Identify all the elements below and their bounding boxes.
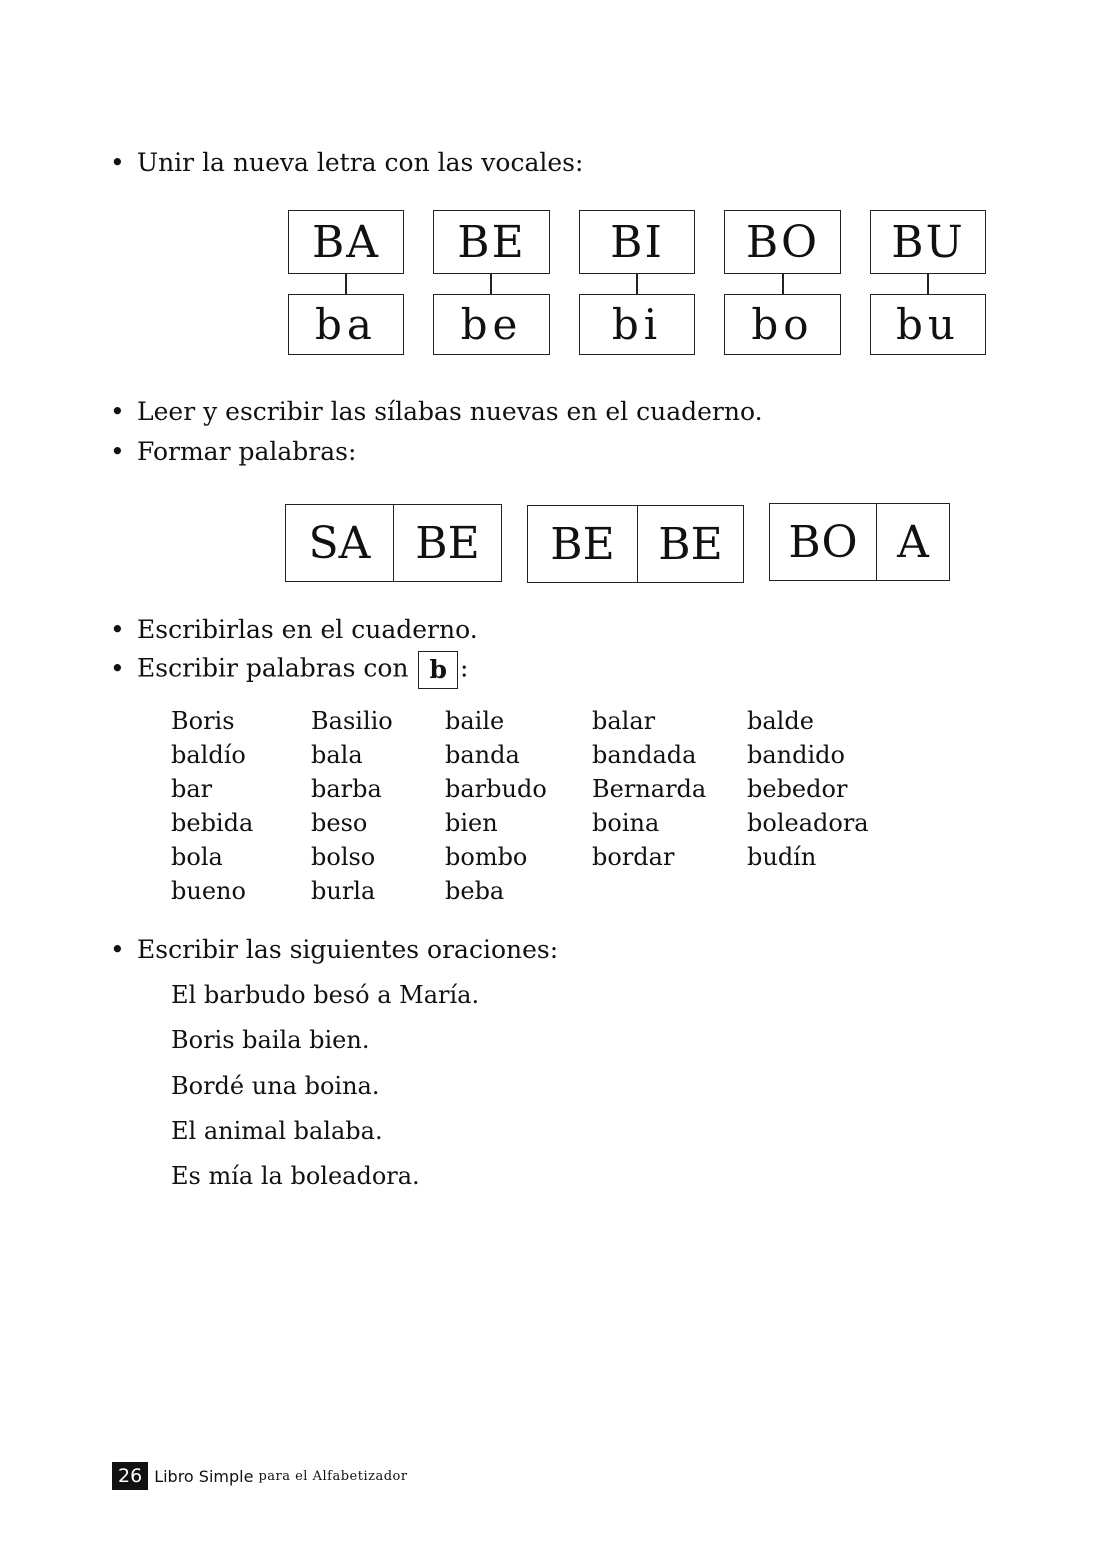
- word: Basilio: [311, 707, 393, 735]
- word: bala: [311, 741, 363, 769]
- book-title: Libro Simple: [154, 1466, 254, 1486]
- word: Boris: [171, 707, 235, 735]
- connector-line: [782, 274, 784, 294]
- instruction-oraciones: [110, 935, 558, 965]
- word: burla: [311, 877, 376, 905]
- connector-line: [490, 274, 492, 294]
- connector-line: [636, 274, 638, 294]
- instruction-formar: [110, 437, 356, 467]
- instruction-leer: [110, 397, 763, 427]
- word-pair-cell: BE: [393, 505, 501, 581]
- syllable-upper-box: BI: [579, 210, 695, 274]
- word-pair-cell: BO: [788, 516, 858, 568]
- word: budín: [747, 843, 817, 871]
- word: beba: [445, 877, 505, 905]
- word: bola: [171, 843, 223, 871]
- word-pair-box: [769, 503, 950, 581]
- word: barbudo: [445, 775, 547, 803]
- syllable-lower-box: bi: [579, 294, 695, 355]
- word: bar: [171, 775, 213, 803]
- word: bordar: [592, 843, 675, 871]
- instruction-escribir-palabras: [110, 651, 468, 689]
- bullet-icon: •: [110, 397, 125, 426]
- word-pair-cell: SA: [308, 517, 371, 569]
- word: boina: [592, 809, 660, 837]
- syllable-upper-box: BO: [724, 210, 841, 274]
- connector-line: [927, 274, 929, 294]
- instruction-text: Leer y escribir las sílabas nuevas en el cuaderno.: [137, 397, 763, 426]
- syllable-lower-box: bu: [870, 294, 986, 355]
- word: bien: [445, 809, 498, 837]
- word: bandada: [592, 741, 697, 769]
- connector-line: [345, 274, 347, 294]
- word-pair-cell: A: [876, 504, 949, 580]
- bullet-icon: •: [110, 148, 125, 177]
- word: bebedor: [747, 775, 848, 803]
- instruction-text: Escribir las siguientes oraciones:: [137, 935, 559, 964]
- page-footer: [112, 1462, 408, 1490]
- word: Bernarda: [592, 775, 707, 803]
- syllable-upper-box: BE: [433, 210, 550, 274]
- sentence: Es mía la boleadora.: [171, 1162, 420, 1190]
- instruction-text: Escribirlas en el cuaderno.: [137, 615, 478, 644]
- word: bueno: [171, 877, 246, 905]
- syllable-lower-box: ba: [288, 294, 404, 355]
- syllable-lower-box: be: [433, 294, 550, 355]
- bullet-icon: •: [110, 437, 125, 466]
- word-pair-box: [527, 505, 744, 583]
- syllable-lower-box: bo: [724, 294, 841, 355]
- word: bandido: [747, 741, 845, 769]
- bullet-icon: •: [110, 935, 125, 964]
- bullet-icon: •: [110, 615, 125, 644]
- word: balde: [747, 707, 814, 735]
- bullet-icon: •: [110, 653, 125, 683]
- word: baile: [445, 707, 505, 735]
- word: bombo: [445, 843, 528, 871]
- word: beso: [311, 809, 368, 837]
- instruction-text: Formar palabras:: [137, 437, 357, 466]
- sentence: El animal balaba.: [171, 1117, 383, 1145]
- sentence: Boris baila bien.: [171, 1026, 370, 1054]
- letter-box: b: [418, 651, 457, 689]
- sentence: Bordé una boina.: [171, 1072, 380, 1100]
- word: balar: [592, 707, 656, 735]
- syllable-upper-box: BA: [288, 210, 404, 274]
- syllable-upper-box: BU: [870, 210, 986, 274]
- colon: :: [459, 653, 469, 683]
- word: bolso: [311, 843, 376, 871]
- word-pair-cell: BE: [550, 518, 615, 570]
- word: boleadora: [747, 809, 869, 837]
- sentence: El barbudo besó a María.: [171, 981, 480, 1009]
- instruction-text: Escribir palabras con: [137, 653, 409, 683]
- instruction-unir: [110, 148, 583, 178]
- word: bebida: [171, 809, 254, 837]
- word-pair-box: [285, 504, 502, 582]
- word: barba: [311, 775, 382, 803]
- word: baldío: [171, 741, 246, 769]
- instruction-text: Unir la nueva letra con las vocales:: [137, 148, 584, 177]
- instruction-escribirlas: [110, 615, 478, 645]
- book-subtitle: para el Alfabetizador: [258, 1468, 408, 1484]
- page-number: 26: [112, 1462, 148, 1490]
- word: banda: [445, 741, 520, 769]
- word-pair-cell: BE: [637, 506, 743, 582]
